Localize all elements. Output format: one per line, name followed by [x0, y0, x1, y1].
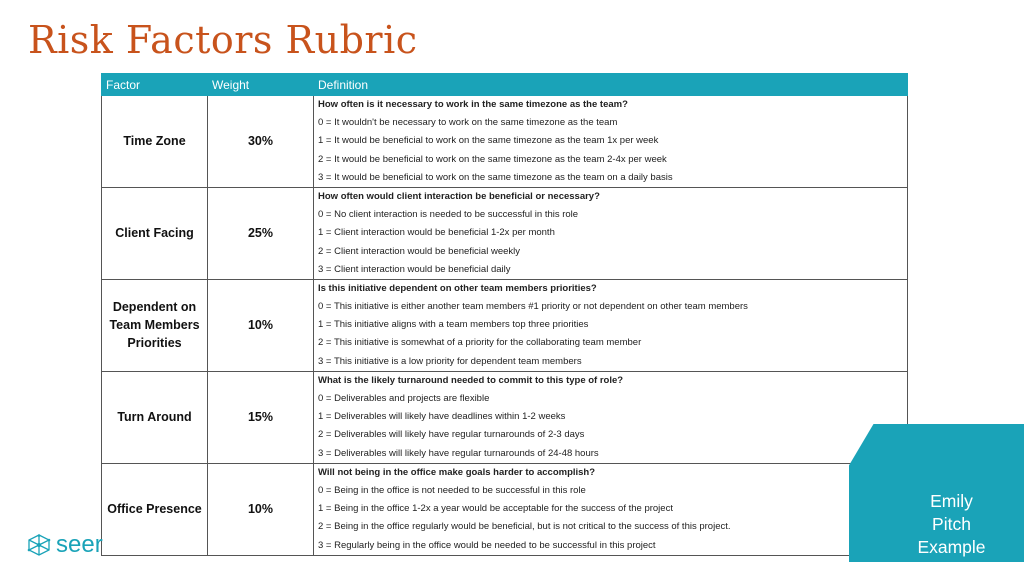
table-row: [102, 463, 908, 555]
badge-line: Emily: [930, 491, 973, 511]
definition-question: What is the likely turnaround needed to commit to this type of role?: [318, 374, 624, 386]
seer-logo: [26, 531, 103, 559]
factor-cell: Client Facing: [102, 187, 208, 279]
definition-level-0: 0 = No client interaction is needed to be successful in this role: [318, 209, 579, 221]
factor-cell: Dependent on Team Members Priorities: [102, 279, 208, 371]
definition-level-1: 1 = Client interaction would be beneficial 1-2x per month: [318, 227, 555, 239]
factor-cell: Time Zone: [102, 96, 208, 188]
definition-level-0: 0 = Being in the office is not needed to be successful in this role: [318, 484, 586, 496]
page-title: Risk Factors Rubric: [28, 18, 418, 62]
definition-level-2: 2 = Client interaction would be beneficial weekly: [318, 245, 520, 257]
definition-question: Will not being in the office make goals harder to accomplish?: [318, 466, 596, 478]
badge-line: Example: [917, 537, 986, 557]
table-row: [102, 371, 908, 463]
definition-cell: [314, 371, 908, 463]
definition-level-0: 0 = Deliverables and projects are flexible: [318, 393, 490, 404]
definition-level-1: 1 = It would be beneficial to work on the same timezone as the team 1x per week: [318, 135, 659, 147]
definition-level-1: 1 = Being in the office 1-2x a year would be acceptable for the success of the project: [318, 503, 673, 515]
definition-level-3: 3 = Client interaction would be beneficial daily: [318, 263, 511, 275]
definition-level-2: 2 = Being in the office regularly would be beneficial, but is not critical to the success of this project.: [318, 521, 731, 533]
weight-cell: 10%: [208, 463, 314, 555]
factor-cell: Turn Around: [102, 371, 208, 463]
table-row: [102, 187, 908, 279]
header-definition: Definition: [314, 74, 908, 96]
definition-question: How often would client interaction be beneficial or necessary?: [318, 190, 600, 202]
weight-cell: 10%: [208, 279, 314, 371]
definition-cell: [314, 96, 908, 188]
example-badge-label: [884, 490, 1019, 559]
header-weight: Weight: [208, 74, 314, 96]
definition-level-1: 1 = Deliverables will likely have deadlines within 1-2 weeks: [318, 411, 566, 423]
definition-level-3: 3 = Deliverables will likely have regular turnarounds of 24-48 hours: [318, 447, 599, 459]
weight-cell: 25%: [208, 187, 314, 279]
definition-cell: [314, 187, 908, 279]
definition-level-3: 3 = This initiative is a low priority for dependent team members: [318, 355, 582, 367]
table-row: [102, 96, 908, 188]
header-factor: Factor: [102, 74, 208, 96]
definition-cell: [314, 279, 908, 371]
definition-level-1: 1 = This initiative aligns with a team members top three priorities: [318, 319, 589, 331]
definition-level-3: 3 = It would be beneficial to work on the same timezone as the team on a daily basis: [318, 171, 673, 183]
table-row: [102, 279, 908, 371]
seer-network-icon: [26, 534, 52, 556]
definition-level-3: 3 = Regularly being in the office would be needed to be successful in this project: [318, 539, 656, 551]
table-header-row: [102, 74, 908, 96]
weight-cell: 30%: [208, 96, 314, 188]
definition-level-0: 0 = This initiative is either another team members #1 priority or not dependent on other team members: [318, 301, 748, 313]
seer-logo-text: seer: [56, 531, 103, 558]
definition-level-2: 2 = It would be beneficial to work on the same timezone as the team 2-4x per week: [318, 153, 667, 165]
definition-level-2: 2 = Deliverables will likely have regular turnarounds of 2-3 days: [318, 429, 585, 441]
factor-cell: Office Presence: [102, 463, 208, 555]
definition-question: Is this initiative dependent on other team members priorities?: [318, 282, 597, 294]
definition-level-0: 0 = It wouldn't be necessary to work on the same timezone as the team: [318, 117, 618, 129]
definition-level-2: 2 = This initiative is somewhat of a priority for the collaborating team member: [318, 337, 642, 349]
rubric-table: [101, 73, 908, 556]
badge-line: Pitch: [932, 514, 971, 534]
definition-question: How often is it necessary to work in the same timezone as the team?: [318, 99, 628, 110]
weight-cell: 15%: [208, 371, 314, 463]
definition-cell: [314, 463, 908, 555]
